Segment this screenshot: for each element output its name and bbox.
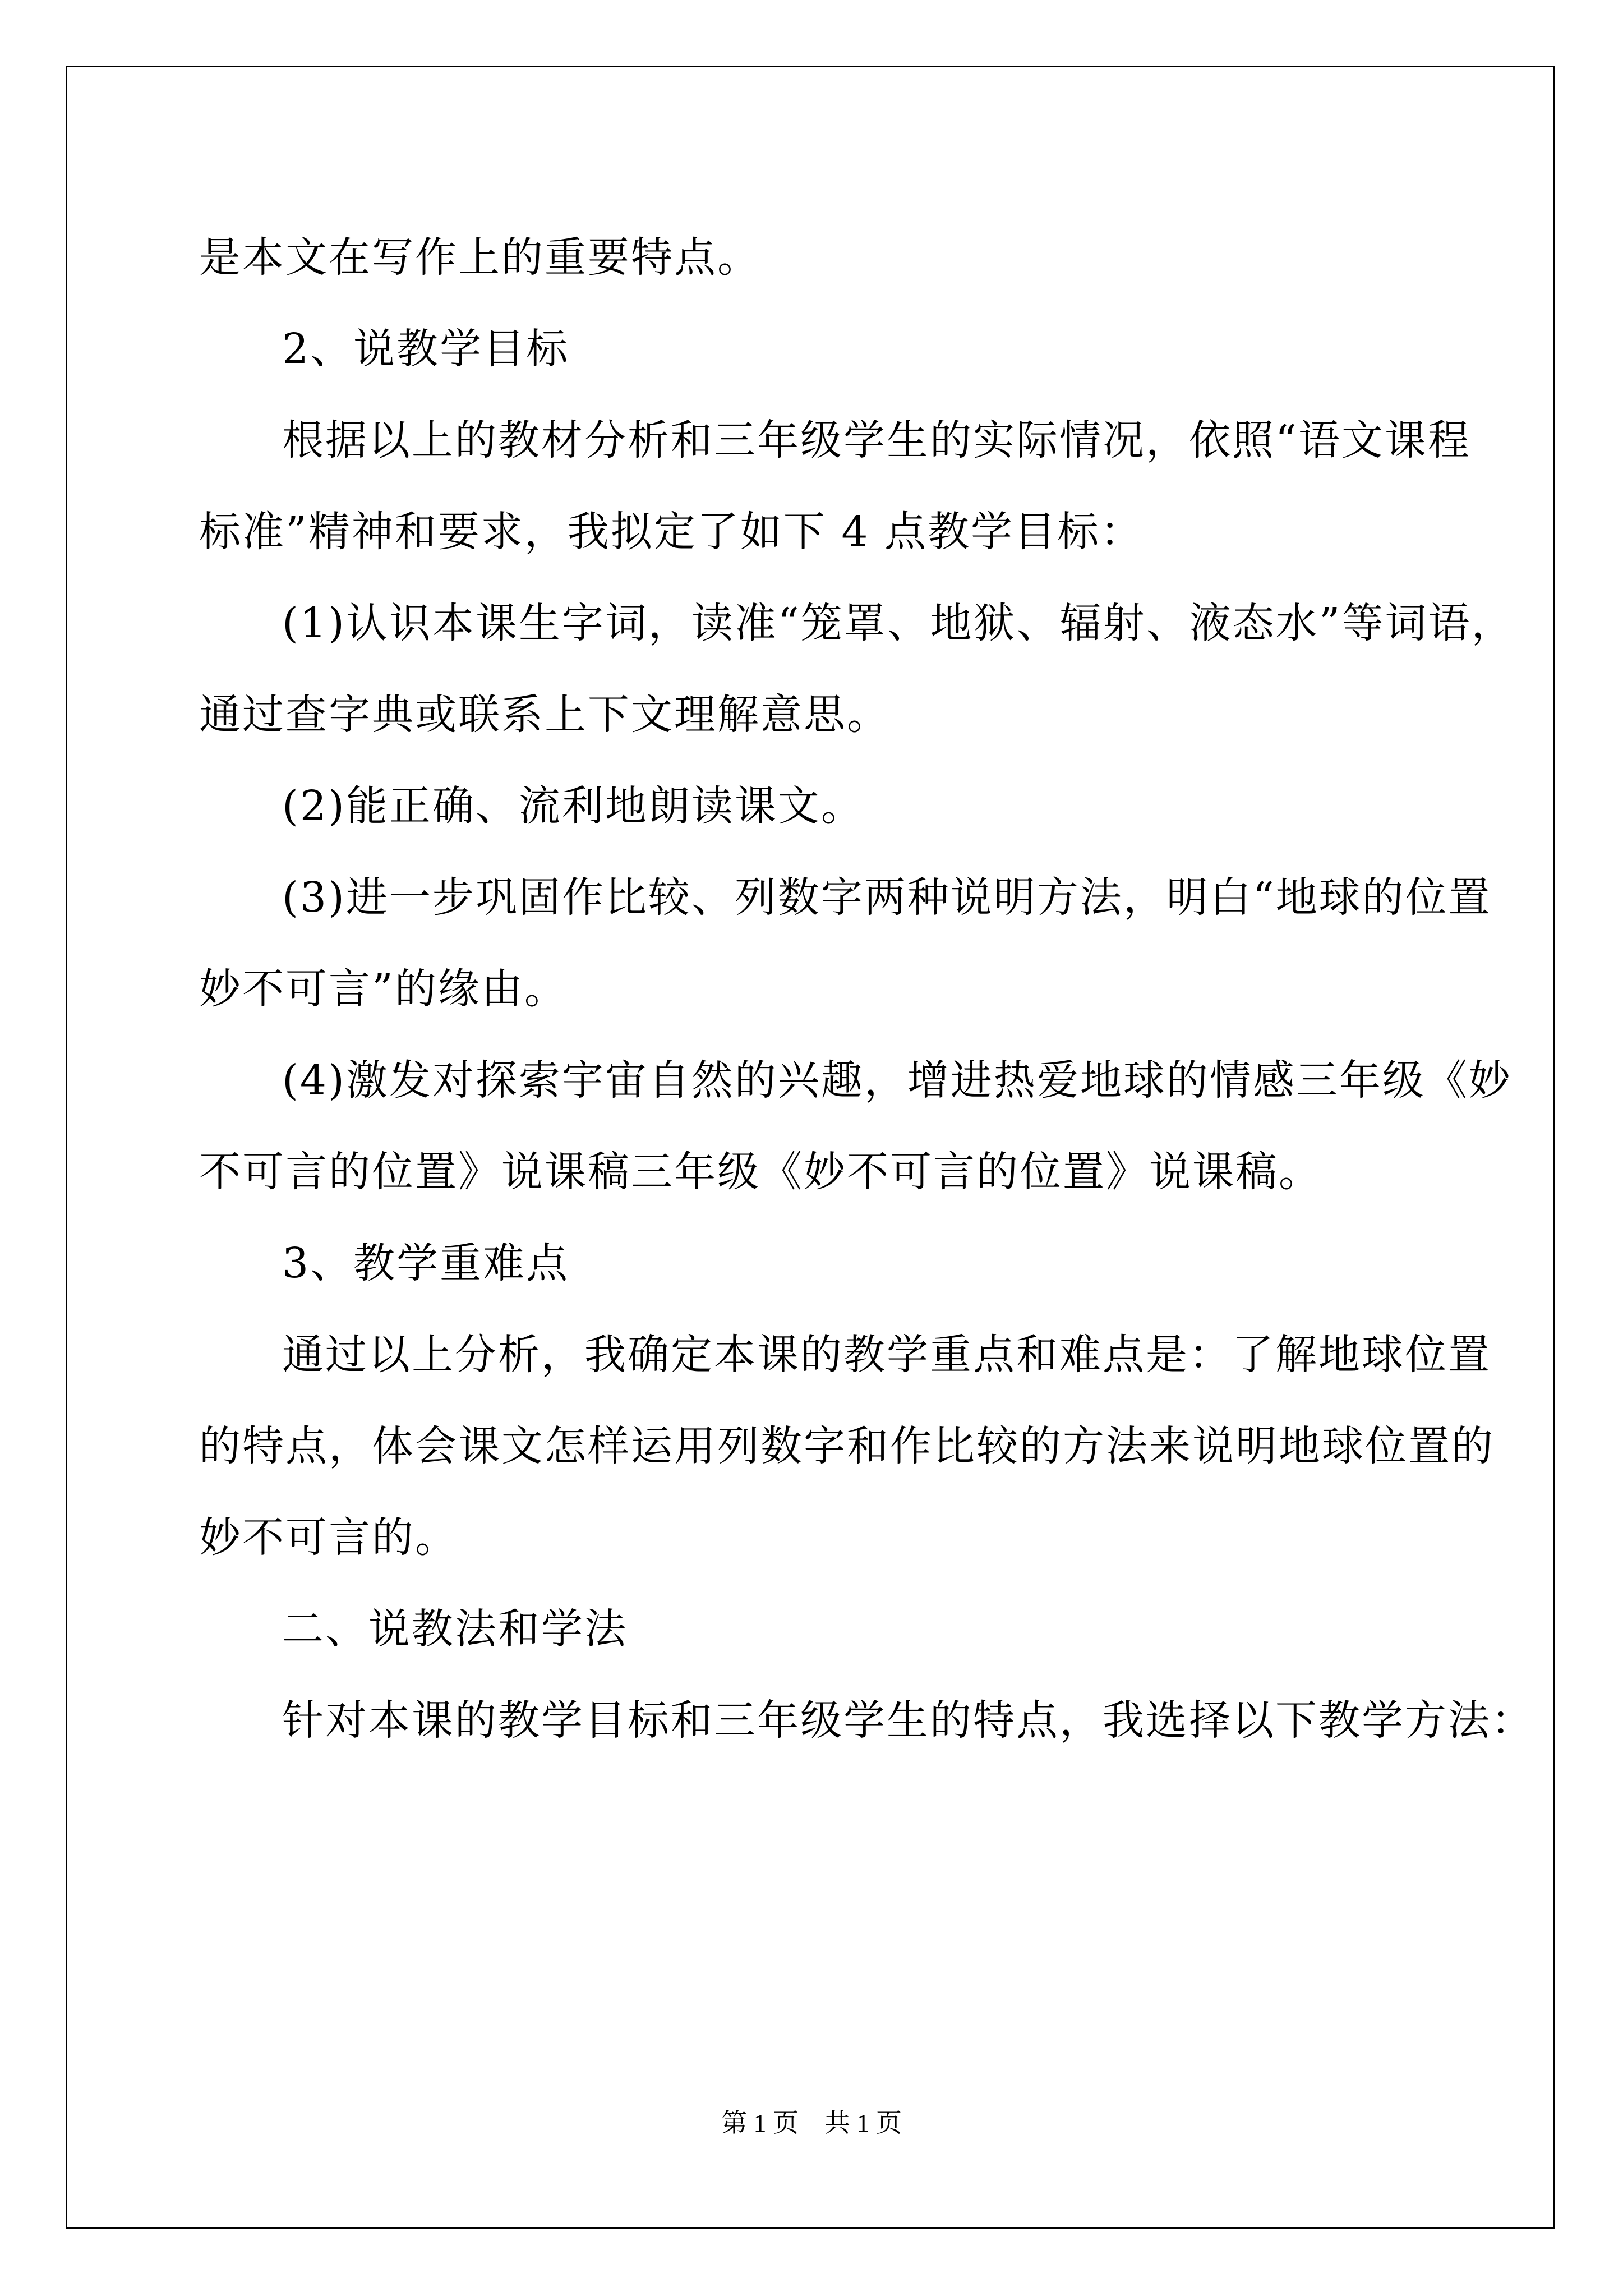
goal-item-4: (4)激发对探索宇宙自然的兴趣，增进热爱地球的情感三年级《妙 xyxy=(282,1056,1512,1105)
goal-item-1-cont: 通过查字典或联系上下文理解意思。 xyxy=(199,691,890,739)
body-line-15: 妙不可言的。 xyxy=(199,1513,458,1562)
body-line-3: 根据以上的教材分析和三年级学生的实际情况，依照“语文课程 xyxy=(282,416,1471,464)
document-body xyxy=(199,212,1534,1766)
page-footer: 第 1 页 共 1 页 xyxy=(721,2109,902,2137)
section-heading-key-points: 3、教学重难点 xyxy=(282,1239,570,1287)
body-line-14: 的特点，体会课文怎样运用列数字和作比较的方法来说明地球位置的 xyxy=(199,1422,1495,1470)
body-line-17: 针对本课的教学目标和三年级学生的特点，我选择以下教学方法： xyxy=(282,1696,1534,1745)
goal-item-3-cont: 妙不可言”的缘由。 xyxy=(199,965,568,1013)
body-line-1: 是本文在写作上的重要特点。 xyxy=(199,233,760,282)
goal-item-3: (3)进一步巩固作比较、列数字两种说明方法，明白“地球的位置 xyxy=(282,873,1492,922)
body-line-13: 通过以上分析，我确定本课的教学重点和难点是：了解地球位置 xyxy=(282,1331,1491,1379)
section-heading-methods: 二、说教法和学法 xyxy=(282,1605,628,1653)
section-heading-teaching-goals: 2、说教学目标 xyxy=(282,325,570,373)
goal-item-1: (1)认识本课生字词，读准“笼罩、地狱、辐射、液态水”等词语， xyxy=(282,599,1515,647)
goal-item-2: (2)能正确、流利地朗读课文。 xyxy=(282,782,864,830)
body-line-4: 标准”精神和要求，我拟定了如下 4 点教学目标： xyxy=(199,508,1144,556)
goal-item-4-cont: 不可言的位置》说课稿三年级《妙不可言的位置》说课稿。 xyxy=(199,1148,1322,1196)
